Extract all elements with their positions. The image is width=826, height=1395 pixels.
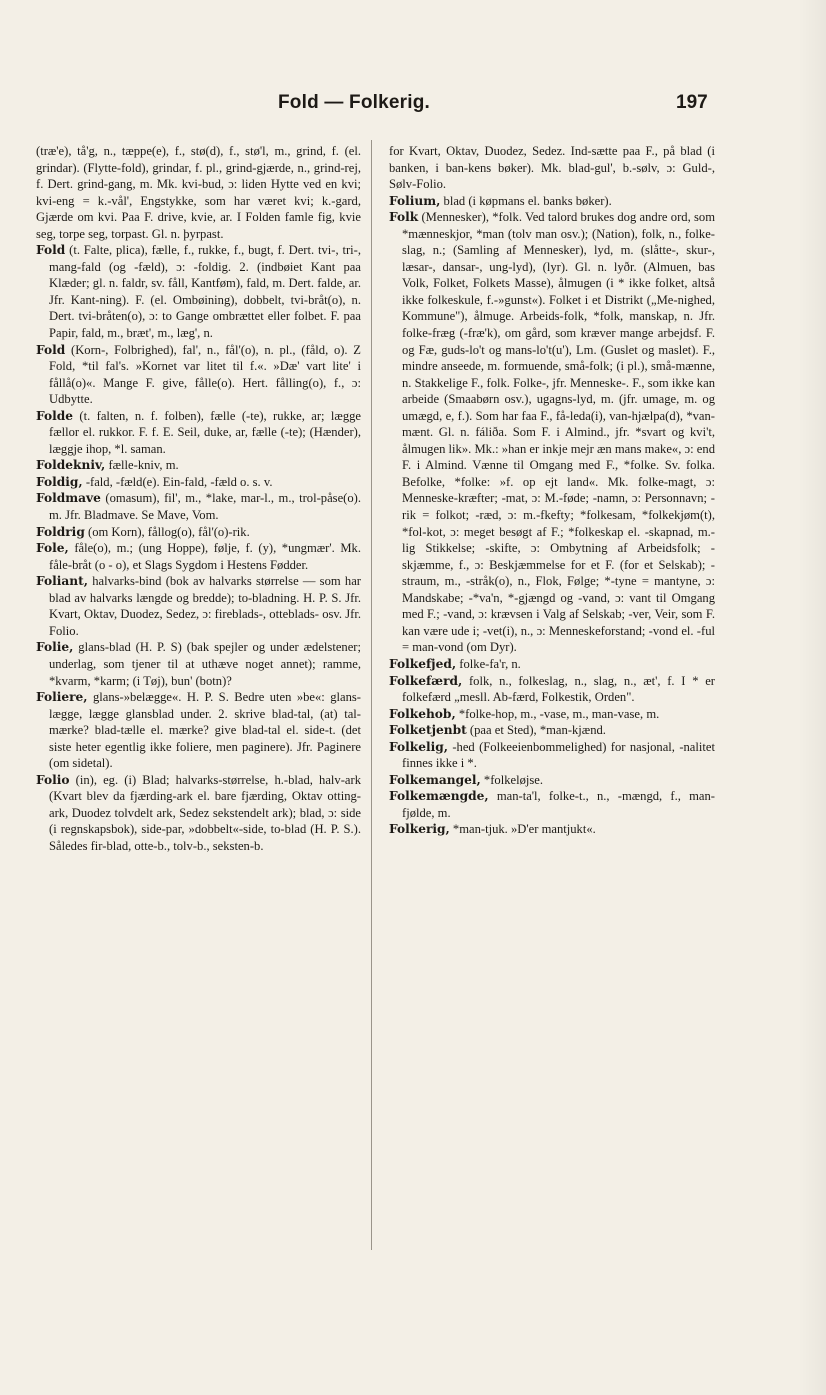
entry-definition: man-ta'l, folke-t., n., -mængd, f., man-fjølde, m. (402, 789, 715, 820)
entry-definition: (t. Falte, plica), fælle, f., rukke, f., bugt, f. Dert. tvi-, tri-, mang-fald (og -fæld), ɔ: -foldig. 2. (indbøiet Kant paa Klæder; gl. n. faldr, sv. fåll, Kantføm), fald, m. Dert. falde, ar. Jfr. Kant-ning). F. (el. Ombøining), dobbelt, tvi-bråt(o), n. Dert. tvi-bråten(o), ɔ: to Gange ombrættet eller folbet. F. paa Papir, fald, m., bræt', m., læg', n. (49, 243, 361, 341)
entry-definition: -hed (Folkeeienbommelighed) for nasjonal, -nalitet finnes ikke i *. (402, 739, 715, 771)
entry-headword: Folkemangel, (389, 772, 481, 787)
entry-headword: Folde (36, 408, 74, 423)
dictionary-entry (389, 821, 715, 838)
entry-headword: Foldmave (36, 491, 101, 506)
dictionary-entry (389, 722, 715, 739)
entry-headword: Folketjenbt (389, 723, 467, 738)
dictionary-entry (36, 408, 362, 458)
entry-definition: *folkeløjse. (483, 772, 544, 787)
dictionary-entry (36, 524, 361, 541)
dictionary-entry (389, 739, 715, 772)
entry-definition: (paa et Sted), *man-kjænd. (469, 723, 606, 738)
entry-definition: folk, n., folkeslag, n., slag, n., æt', f. I * er folkefærd „mesll. Ab-færd, Folkestik, Orden". (402, 673, 715, 705)
entry-definition: (t. falten, n. f. folben), fælle (-te), rukke, ar; lægge fællor el. rukkor. F. f. E. Seil, duke, ar, fælle (-te); (Hænder), læggje ihop, *l. saman. (49, 408, 362, 456)
dictionary-entry (36, 242, 361, 341)
entry-headword: Fole, (36, 541, 69, 556)
running-header (0, 92, 826, 122)
dictionary-entry (36, 540, 361, 573)
entry-definition: blad (i køpmans el. banks bøker). (443, 193, 612, 208)
dictionary-entry (36, 639, 362, 689)
dictionary-entry (36, 457, 361, 474)
dictionary-entry (389, 673, 715, 706)
entry-definition: fåle(o), m.; (ung Hoppe), følje, f. (y), *ungmær'. Mk. fåle-bråt (o - o), et Slags Sygdom i Hestens Fødder. (49, 541, 361, 572)
entry-definition: (omasum), fil', m., *lake, mar-l., m., trol-påse(o). m. Jfr. Bladmave. Se Mave, Vom. (49, 491, 361, 523)
column-divider (371, 140, 372, 1250)
dictionary-entry (389, 788, 715, 821)
entry-definition: *folke-hop, m., -vase, m., man-vase, m. (458, 706, 660, 721)
entry-headword: Folkehob, (389, 706, 456, 721)
entry-headword: Folio (36, 772, 70, 787)
right-column (389, 143, 715, 838)
dictionary-entry (36, 342, 361, 408)
entry-headword: Folkelig, (389, 739, 448, 754)
entry-headword: Foliere, (36, 690, 88, 705)
entry-headword: Foliant, (36, 574, 89, 589)
dictionary-entry (389, 656, 715, 673)
entry-headword: Fold (36, 342, 66, 357)
dictionary-entry (389, 143, 715, 193)
entry-definition: (in), eg. (i) Blad; halvarks-størrelse, h.-blad, halv-ark (Kvart blev da fjærding-ark el. bare fjærding, Oktav otting-ark, Duodez tolvdelt ark, Sedez sekstendelt ark); blad, ɔ: side (i regnskapsbok), side-par, »dobbelt«-side, to-blad (H. P. S.). Således fir-blad, otte-b., tolv-b., seksten-b. (49, 772, 361, 853)
entry-headword: Foldig, (36, 474, 83, 489)
entry-headword: Folk (389, 210, 419, 225)
page-title: Fold — Folkerig. (278, 92, 431, 113)
entry-definition: (træ'e), tå'g, n., tæppe(e), f., stø(d), f., stø'l, m., grind, f. (el. grindar). (Flytte-fold), grindar, f. pl., grind-gjærde, n., grind-rej, f. Dert. grind-gang, m. Mk. kvi-bud, ɔ: liden Hytte ved en kvi; kvi-eng = k.-vål', Engstykke, som har været kvi; k.-gard, Gjærde om kvi. Paa F. drive, kvie, ar. I Folden famle fig, kvie seg, torpe seg, torpast. Gl. n. þyrpast. (36, 144, 361, 241)
entry-definition: for Kvart, Oktav, Duodez, Sedez. Ind-sætte paa F., på blad (i banken, i ban-kens bøker). Mk. blad-gul', b.-sølv, ɔ: Guld-, Sølv-Folio. (389, 144, 715, 192)
entry-definition: (om Korn), fållog(o), fål'(o)-rik. (88, 524, 250, 539)
dictionary-entry (389, 193, 715, 210)
entry-headword: Folium, (389, 193, 441, 208)
entry-definition: *man-tjuk. »D'er mantjukt«. (452, 822, 596, 837)
entry-definition: halvarks-bind (bok av halvarks størrelse — som har blad av halvarks længde og bredde); to-bladning. H. P. S. Jfr. Kvart, Oktav, Duodez, Sedez, ɔ: fireblads-, otteblads- osv. Jfr. Folio. (49, 574, 361, 638)
dictionary-entry (389, 772, 715, 789)
entry-headword: Folkemængde, (389, 789, 489, 804)
entry-headword: Fold (36, 243, 66, 258)
entry-headword: Foldekniv, (36, 458, 106, 473)
entry-definition: glans-»belægge«. H. P. S. Bedre uten »be«: glans-lægge, lægge glansblad under. 2. skrive blad-tal, (at) tal-mærke? blad-tælle el. mærke? give blad-tal el. side-t. (det siste heter egentlig ikke foliere, men paginere). Jfr. Paginere (om sidetal). (49, 690, 361, 771)
entry-definition: (Mennesker), *folk. Ved talord brukes dog andre ord, som *mænneskjor, *man (tolv man osv.); (Nation), folk, n., folke-slag, n.; (Samling af Mennesker), lyd, m. (slåtte-, skur-, læsar-, dansar-, ung-lyd), (lyr). Gl. n. lyðr. (Almuen, bas Volk, Folket, Folkets Masse), ålmugen (i * ikke folket, altså ikke folkeskule, f.-»gunst«). Folket i et Distrikt („Me-nighed, Kommune"), ålmuge. Arbeids-folk, *folk, manskap, n. Jfr. folke-fræg (-fræ'k), om gård, som kræver mange arbejdsf. F. og Fæ, guds-lo't og mans-lo't(u'), Lm. (Guslet og maslet). F., mindre anseede, m. formuende, små-folk; (i pl.), små-mænne, n. Stakkelige F., folk. Folke-, jfr. Menneske-. F., som ikke kan arbeide (Smaabørn osv.), ugagns-lyd, m. (jfr. umage, m. og umægd, e, f.). Som har faa F., få-leda(i), van-hjælpa(d), *van-mænt. Gl. n. fáliða. Som F. i Almind., jfr. *svart og kvi't, ålmugen lik». Mk.: »han er inkje mejr æn mans make«, ɔ: end F. i Almind. Vænne til Omgang med F., *folke. Sv. folka. Befolke, *folke: »f. op ejt land«. Mk. folke-magt, ɔ: Menneske-kræfter; -mat, ɔ: M.-føde; -namn, ɔ: Personnavn; -rik = folkot; -ræd, ɔ: m.-fkefty; *folkesam, *folkekjøm(t), *fol-kot, ɔ: meget besøgt af F.; *folkeskap el. -skapnad, m.-lig Stikkelse; -skifte, ɔ: Ombytning af Arbeidsfolk; -skjæmme, f., ɔ: Beskjæmmelse for et F. (for et Selskab); -straum, m., -stråk(o), n., Flok, Følge; *-tyne = mantyne, ɔ: Mandskabe; -*va'n, *-gjængd og -vand, ɔ: vant til Omgang med F.; -vand, ɔ: krævsen i Valg af Selskab; -ver, Veir, som F. kan være ude i; -vet(i), n., ɔ: Menneskeforstand; -vond el. -ful = man-vond (om Dyr). (402, 210, 715, 655)
entry-headword: Folie, (36, 640, 74, 655)
page-edge-shading (798, 0, 826, 1395)
dictionary-entry (36, 143, 361, 242)
dictionary-entry (36, 772, 361, 855)
page-number: 197 (676, 92, 708, 113)
dictionary-entry (389, 706, 715, 723)
dictionary-entry (36, 573, 361, 639)
entry-headword: Folkefjed, (389, 656, 457, 671)
entry-headword: Folkefærd, (389, 673, 463, 688)
left-column (36, 143, 361, 855)
entry-definition: glans-blad (H. P. S) (bak spejler og under ædelstener; underlag, som tjener til at uthæve noget annet); ramme, *kvarm, *karm; (i Tøj), bun' (botn)? (49, 640, 362, 688)
entry-headword: Folkerig, (389, 822, 450, 837)
entry-headword: Foldrig (36, 524, 85, 539)
dictionary-entry (36, 689, 361, 772)
dictionary-entry (389, 209, 715, 656)
dictionary-entry (36, 474, 361, 491)
entry-definition: folke-fa'r, n. (459, 656, 521, 671)
entry-definition: (Korn-, Folbrighed), fal', n., fål'(o), n. pl., (fåld, o). Z Fold, *til fal's. »Kornet var litet til f.«. »Dæ' vart lite' i fållå(o)«. Mange F. give, fålle(o). Hert. fålling(o), f., ɔ: Udbytte. (49, 342, 361, 407)
entry-definition: -fald, -fæld(e). Ein-fald, -fæld o. s. v. (85, 474, 273, 489)
entry-definition: fælle-kniv, m. (108, 458, 179, 473)
dictionary-entry (36, 490, 361, 523)
